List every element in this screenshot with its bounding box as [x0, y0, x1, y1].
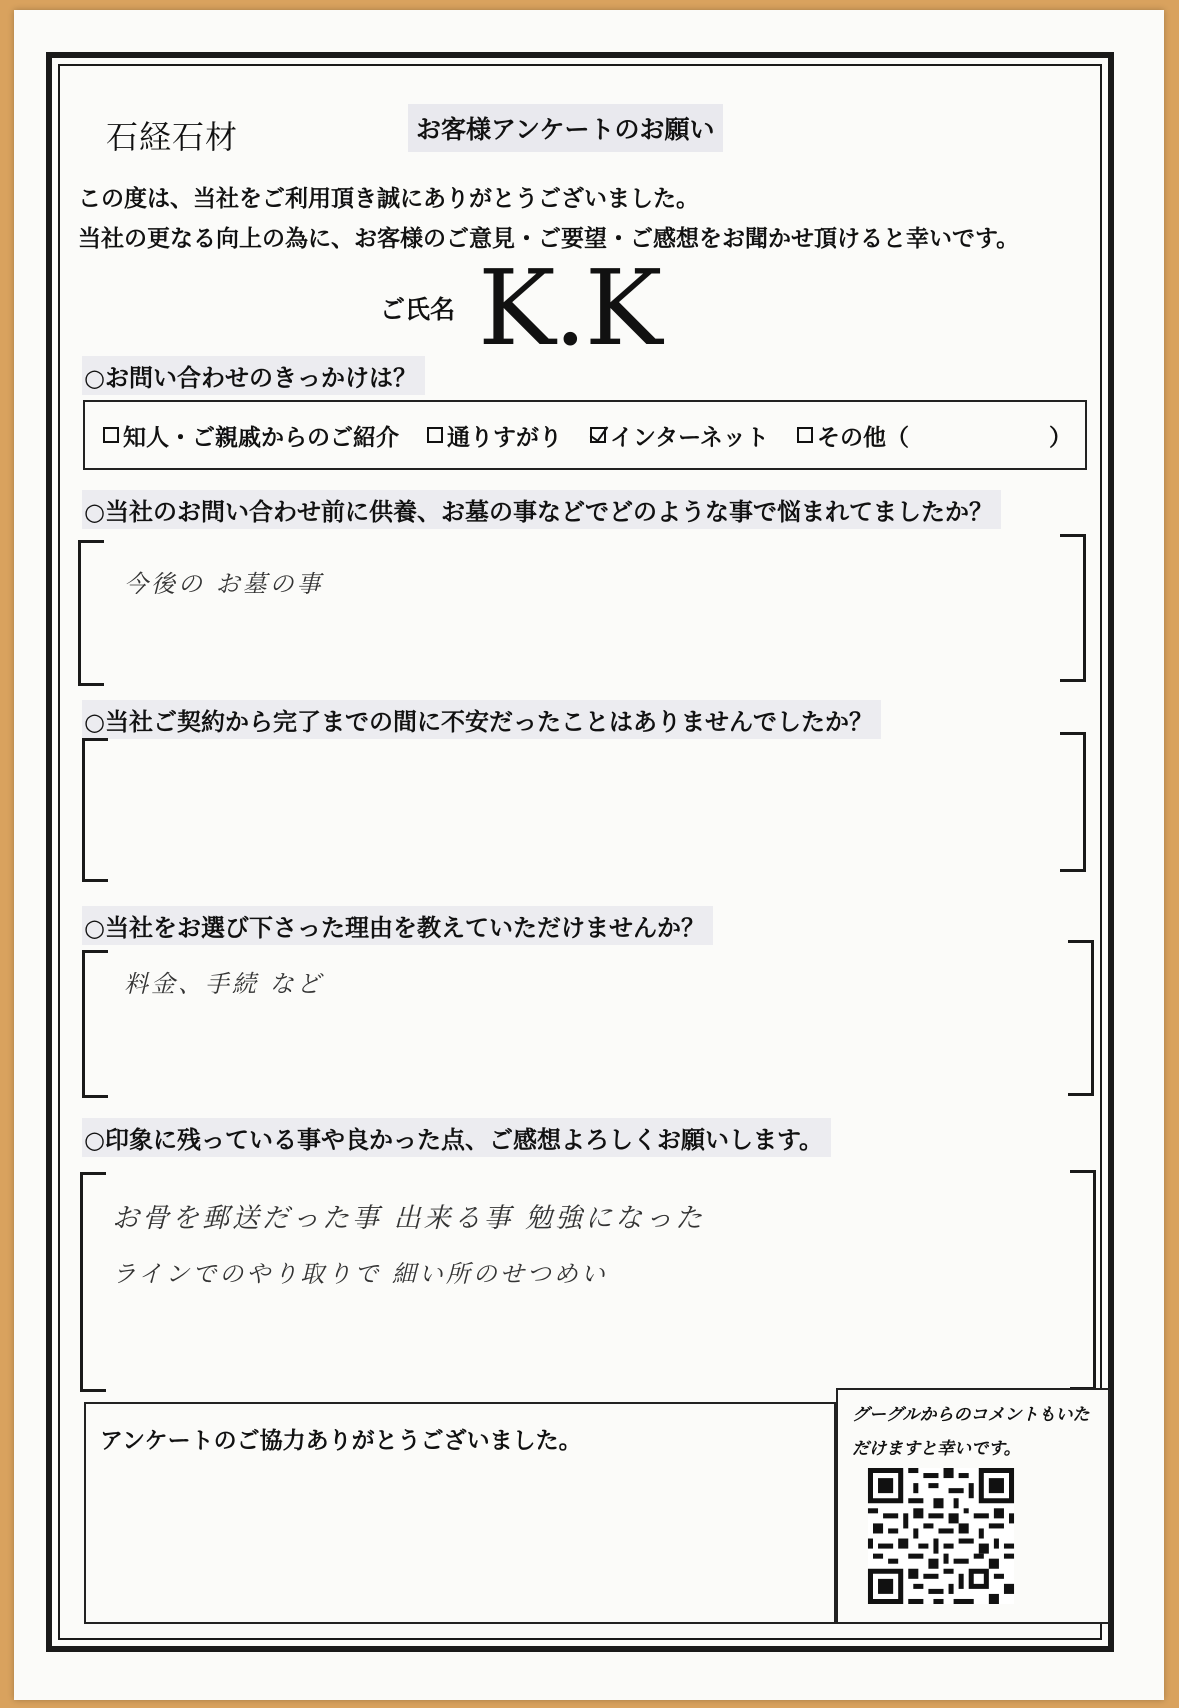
option-label: 知人・ご親戚からのご紹介: [123, 423, 399, 451]
inquiry-source-options: [83, 400, 1087, 470]
answer-5-line-2: ラインでのやり取りで 細い所のせつめい: [112, 1260, 608, 1288]
name-value: K.K: [478, 247, 661, 369]
answer-bracket-left: [80, 1172, 106, 1392]
question-4: ○当社をお選び下さった理由を教えていただけませんか？: [82, 906, 713, 945]
thanks-message: アンケートのご協力ありがとうございました。: [100, 1427, 582, 1454]
answer-4: 料金、手続 など: [124, 970, 324, 998]
option-referral[interactable]: [103, 419, 399, 452]
intro-line-1: この度は、当社をご利用頂き誠にありがとうございました。: [78, 185, 699, 212]
answer-bracket-left: [82, 738, 108, 882]
option-other[interactable]: [797, 419, 1072, 452]
checkbox-icon[interactable]: [427, 427, 443, 443]
answer-5-line-1: お骨を郵送だった事 出来る事 勉強になった: [112, 1203, 706, 1234]
option-label: 通りすがり: [447, 423, 562, 451]
question-1: ○お問い合わせのきっかけは？: [82, 356, 425, 395]
option-other-close: ）: [1048, 423, 1072, 451]
answer-bracket-right: [1060, 732, 1086, 872]
survey-title: お客様アンケートのお願い: [408, 104, 723, 152]
option-passing-by[interactable]: [427, 419, 562, 452]
question-3: ○当社ご契約から完了までの間に不安だったことはありませんでしたか？: [82, 700, 881, 739]
answer-bracket-right: [1060, 534, 1086, 682]
option-label: インターネット: [610, 423, 769, 451]
option-internet[interactable]: [590, 419, 769, 452]
checkbox-checked-icon[interactable]: [590, 427, 606, 443]
company-name: 石経石材: [106, 118, 239, 156]
question-2: ○当社のお問い合わせ前に供養、お墓の事などでどのような事で悩まれてましたか？: [82, 490, 1001, 529]
checkbox-icon[interactable]: [103, 427, 119, 443]
google-review-text: グーグルからのコメントもいただけますと幸いです。: [852, 1405, 1090, 1459]
qr-code-icon[interactable]: [866, 1468, 1016, 1604]
intro-line-2: 当社の更なる向上の為に、お客様のご意見・ご要望・ご感想をお聞かせ頂けると幸いです。: [78, 225, 1020, 252]
name-label: ご氏名: [380, 295, 456, 324]
answer-bracket-right: [1070, 1170, 1096, 1390]
question-5: ○印象に残っている事や良かった点、ご感想よろしくお願いします。: [82, 1118, 831, 1157]
answer-bracket-right: [1068, 940, 1094, 1096]
answer-bracket-left: [78, 540, 104, 686]
checkbox-icon[interactable]: [797, 427, 813, 443]
answer-bracket-left: [82, 950, 108, 1098]
option-label: その他（: [816, 423, 909, 451]
answer-2: 今後の お墓の事: [124, 570, 324, 598]
